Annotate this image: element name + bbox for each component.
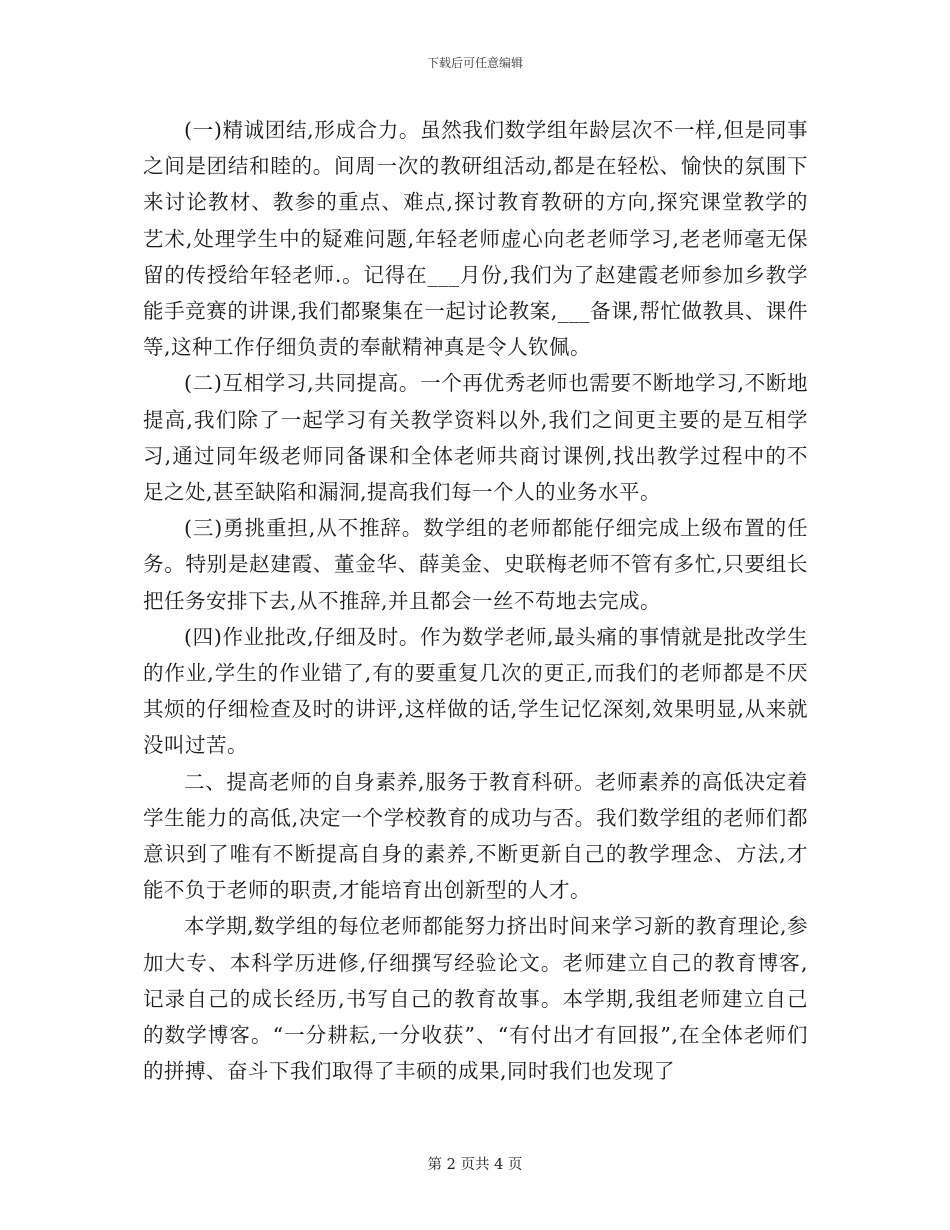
- document-body: [143, 112, 808, 1089]
- page-footer: 第 2 页共 4 页: [427, 1157, 523, 1173]
- paragraph-5: 二、提高老师的自身素养,服务于教育科研。老师素养的高低决定着学生能力的高低,决定一个学校教育的成功与否。我们数学组的老师们都意识到了唯有不断提高自身的素养,不断更新自己的教学理念、方法,才能不负于老师的职责,才能培育出创新型的人才。: [143, 769, 808, 903]
- paragraph-1: (一)精诚团结,形成合力。虽然我们数学组年龄层次不一样,但是同事之间是团结和睦的。间周一次的教研组活动,都是在轻松、愉快的氛围下来讨论教材、教参的重点、难点,探讨教育教研的方向,探究课堂教学的艺术,处理学生中的疑难问题,年轻老师虚心向老老师学习,老老师毫无保留的传授给年轻老师.。记得在___月份,我们为了赵建霞老师参加乡教学能手竞赛的讲课,我们都聚集在一起讨论教案,___备课,帮忙做教具、课件等,这种工作仔细负责的奉献精神真是令人钦佩。: [143, 118, 808, 360]
- paragraph-3: (三)勇挑重担,从不推辞。数学组的老师都能仔细完成上级布置的任务。特别是赵建霞、董金华、薛美金、史联梅老师不管有多忙,只要组长把任务安排下去,从不推辞,并且都会一丝不苟地去完成。: [143, 516, 808, 613]
- paragraph-2: (二)互相学习,共同提高。一个再优秀老师也需要不断地学习,不断地提高,我们除了一起学习有关教学资料以外,我们之间更主要的是互相学习,通过同年级老师同备课和全体老师共商讨课例,找出教学过程中的不足之处,甚至缺陷和漏洞,提高我们每一个人的业务水平。: [143, 371, 808, 505]
- page-header: 下载后可任意编辑: [426, 56, 523, 70]
- paragraph-6: 本学期,数学组的每位老师都能努力挤出时间来学习新的教育理论,参加大专、本科学历进修,仔细撰写经验论文。老师建立自己的教育博客,记录自己的成长经历,书写自己的教育故事。本学期,我组老师建立自己的数学博客。“一分耕耘,一分收获”、“有付出才有回报”,在全体老师们的拼搏、奋斗下我们取得了丰硕的成果,同时我们也发现了: [143, 914, 808, 1084]
- paragraph-4: (四)作业批改,仔细及时。作为数学老师,最头痛的事情就是批改学生的作业,学生的作业错了,有的要重复几次的更正,而我们的老师都是不厌其烦的仔细检查及时的讲评,这样做的话,学生记忆深刻,效果明显,从来就没叫过苦。: [143, 624, 808, 758]
